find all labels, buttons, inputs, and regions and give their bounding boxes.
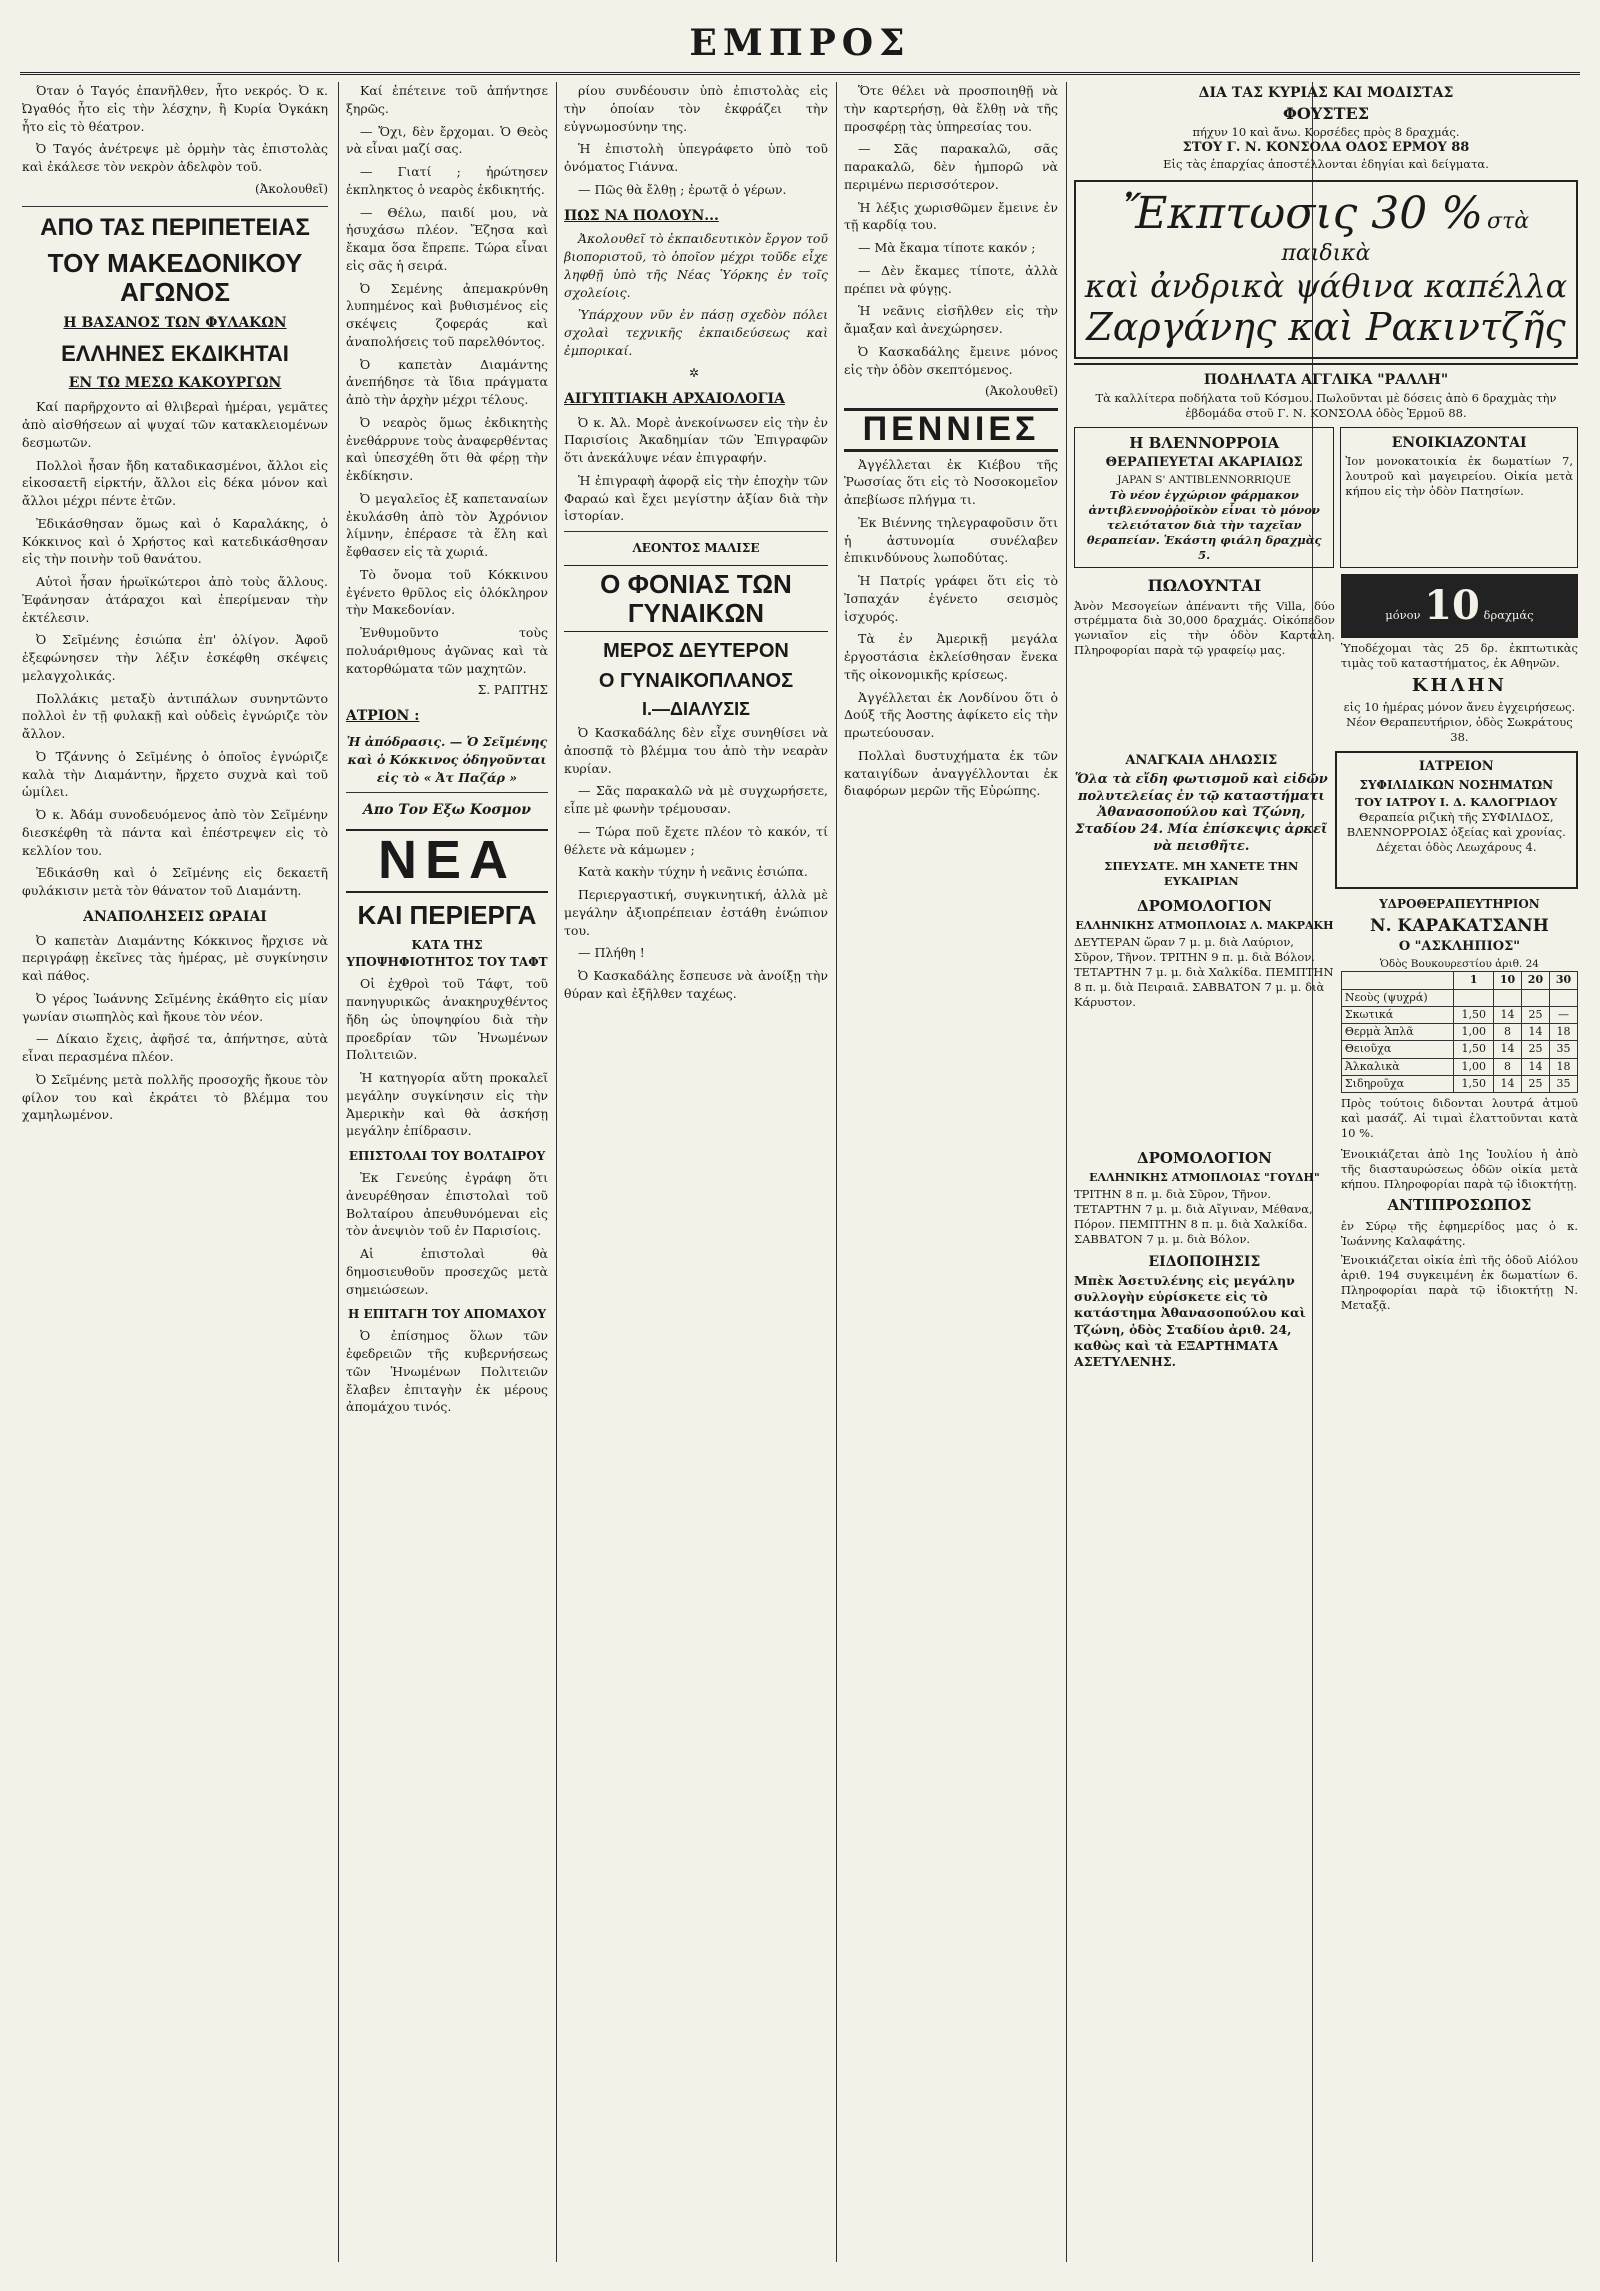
discount-text: Ζαργάνης καὶ Ρακιντζῆς [1086,305,1566,350]
table-cell: 1,00 [1454,1024,1494,1041]
paragraph: Ὀ ἐπίσημος ὅλων τῶν ἐφεδρειῶν τῆς κυβερνήσεως τῶν Ἡνωμένων Πολιτειῶν ἔλαβεν ἐπιταγὴν ἐκ μέρους ἀπομάχου τινός. [346,1328,548,1415]
ad-subheading: ΕΛΛΗΝΙΚΗΣ ΑΤΜΟΠΛΟΙΑΣ "ΓΟΥΔΗ" [1089,1170,1320,1184]
paragraph: Κατὰ κακὴν τύχην ἡ νεᾶνις ἐσιώπα. [578,864,808,880]
ad-heading: Η ΒΛΕΝΝΟΡΡΟΙΑ [1129,433,1280,452]
ad-ferry-schedule [1074,895,1335,1141]
table-header-cell: 1 [1454,972,1494,989]
paragraph: Ὀ Κασκαδάλης ἔσπευσε νὰ ἀνοίξῃ τὴν θύραν καὶ ἐξῆλθεν ταχέως. [564,968,828,1001]
article-subheading: ΕΛΛΗΝΕΣ ΕΚΔΙΚΗΤΑΙ [61,341,289,367]
ad-heading: ΕΝΟΙΚΙΑΖΟΝΤΑΙ [1391,434,1527,451]
article-headline: Η ΕΠΙΤΑΓΗ ΤΟΥ ΑΠΟΜΑΧΟΥ [347,1307,547,1322]
table-cell: Σιδηροῦχα [1341,1076,1454,1093]
discount-line [1082,188,1570,267]
ad-subheading: ΘΕΡΑΠΕΥΕΤΑΙ ΑΚΑΡΙΑΙΩΣ [1105,455,1303,471]
paragraph: Ἀγγέλλεται ἐκ Κιέβου τῆς Ῥωσσίας ὅτι εἰς τὸ Νοσοκομεῖον ἀπεβίωσε πλήγμα τι. [844,456,1058,508]
table-cell: 1,50 [1454,1006,1494,1023]
table-cell: 18 [1549,1058,1577,1075]
paragraph: Ὀ Σεῖμένης μετὰ πολλῆς προσοχῆς ἤκουε τὸν φίλον του καὶ ἐκράτει τὸ βλέμμα του χαμηλωμένον. [22,1071,328,1123]
table-cell: Θειοῦχα [1341,1041,1454,1058]
ad-subheading: ΕΛΛΗΝΙΚΗΣ ΑΤΜΟΠΛΟΙΑΣ Λ. ΜΑΚΡΑΚΗ [1075,918,1334,932]
paragraph: Ὀ Κασκαδάλης δὲν εἶχε συνηθίσει νὰ ἀποσπᾷ τὸ βλέμμα του ἀπὸ τὴν νεαρὰν κυρίαν. [564,725,828,776]
paragraph: Πολλοὶ ἦσαν ἤδη καταδικασμένοι, ἄλλοι εἰς εἰκοσαετῆ εἱρκτήν, ἄλλοι εἰς δέκα μόνον καὶ ἄλλοι μέχρι πέντε ἐτῶν. [22,457,328,509]
paragraph: — Σᾶς παρακαλῶ, σᾶς παρακαλῶ, δὲν ἠμπορῶ νὰ περιμένω περισσότερον. [844,141,1058,192]
banner-text: μόνον [1385,607,1421,622]
table-header-cell: 30 [1549,972,1577,989]
paragraph: Ὀ Σεμένης ἀπεμακρύνθη λυπημένος καὶ βυθισμένος εἰς σκέψεις ζοφεράς καὶ ἀναπολήσεις τοῦ παρελθόντος. [346,280,548,349]
table-header-row [1341,972,1577,989]
ad-text: Τὰ καλλίτερα ποδήλατα τοῦ Κόσμου. Πωλοῦνται μὲ δόσεις ἀπὸ 6 δραχμὰς τὴν ἑβδομάδα στοῦ Γ. Ν. ΚΟΝΣΟΛΑ ὁδὸς Ἑρμοῦ 88. [1095,391,1557,421]
article-headline: ΤΟΥ ΜΑΚΕΔΟΝΙΚΟΥ ΑΓΩΝΟΣ [47,248,303,307]
ad-modistes [1074,82,1578,157]
table-cell: 25 [1521,1041,1549,1058]
ad-heading: ΙΑΤΡΕΙΟΝ [1418,758,1494,774]
paragraph: Τὰ ἐν Ἀμερικῇ μεγάλα ἐργοστάσια ἐκλείσθησαν ἕνεκα τῆς οἰκονομικῆς κρίσεως. [844,631,1058,682]
ad-address: Ὁδὸς Βουκουρεστίου ἀριθ. 24 [1379,957,1539,970]
paragraph: — Μὰ ἔκαμα τίποτε κακόν ; [858,240,1036,255]
table-cell: 8 [1493,1024,1521,1041]
section-title: ΚΑΙ ΠΕΡΙΕΡΓΑ [357,899,537,930]
to-be-continued: (Ἀκολουθεῖ) [254,181,328,196]
paragraph: Ὑπάρχουν νῦν ἐν πάσῃ σχεδὸν πόλει σχολαὶ τεχνικῆς ἐκπαιδεύσεως καὶ ἐμπορικαί. [564,307,828,358]
paragraph: Ἐκ Γενεύης ἐγράφη ὅτι ἀνευρέθησαν ἐπιστολαὶ τοῦ Βολταίρου ἀπευθυνόμεναι εἰς τὸν ἀνεψιὸν τοῦ ἐν Παρισίοις. [346,1170,548,1239]
table-cell: 1,50 [1454,1041,1494,1058]
ad-row [1074,82,1578,157]
article-headline: ΕΠΙΣΤΟΛΑΙ ΤΟΥ ΒΟΛΤΑΙΡΟΥ [348,1149,546,1164]
paragraph: Ὀ καπετὰν Διαμάντης Κόκκινος ἤρχισε νὰ περιγράφῃ ἐκεῖνες τὰς ἡμέρας, μὲ συγκίνησιν καὶ πάθος. [22,932,328,984]
paragraph: Ἐδικάσθη καὶ ὁ Σεῖμένης εἰς δεκαετῆ φυλάκισιν μετὰ τὸν θάνατον τοῦ Διαμάντη. [22,865,328,899]
table-cell: 14 [1493,1006,1521,1023]
table-cell: Ἀλκαλικὰ [1341,1058,1454,1075]
ad-text: ΔΕΥΤΕΡΑΝ ὥραν 7 μ. μ. διὰ Λαύριον, Σῦρον, Τῆνον. ΤΡΙΤΗΝ 9 π. μ. διὰ Βόλον. ΤΕΤΑΡΤΗΝ 7 μ. μ. διὰ Χαλκίδα. ΠΕΜΠΤΗΝ 8 π. μ. διὰ Πειραιᾶ. ΣΑΒΒΑΤΟΝ 7 μ. μ. διὰ Κάρυστον. [1074,934,1334,1009]
ad-hydrotherapy [1341,895,1578,1141]
paragraph: Ὀ κ. Ἀδάμ συνοδευόμενος ἀπὸ τὸν Σεῖμένην διεσκέφθη τὰ πάντα καὶ ἐπέστρεψεν εἰς τὸ κελλίον του. [22,807,328,858]
paragraph: — Σᾶς παρακαλῶ νὰ μὲ συγχωρήσετε, εἶπε μὲ φωνὴν τρέμουσαν. [564,783,828,817]
ad-row [1074,751,1578,889]
ornament: ✲ [688,365,704,380]
section-title: ΠΕΝΝΙΕΣ [844,408,1058,451]
article-subheading: Η ΒΑΣΑΝΟΣ ΤΩΝ ΦΥΛΑΚΩΝ [63,315,287,332]
ad-text: Πρὸς τούτοις διδονται λουτρά ἀτμοῦ καὶ μασάζ. Αἱ τιμαὶ ἐλαττοῦνται κατὰ 10 %. [1340,1096,1578,1141]
section-heading: Απο Τον Εξω Κοσμον [363,802,531,819]
ad-heading: ΥΔΡΟΘΕΡΑΠΕΥΤΗΡΙΟΝ [1379,897,1540,911]
banner-text: δραχμάς [1483,607,1534,622]
story-subtitle: Ο ΓΥΝΑΙΚΟΠΛΑΝΟΣ [598,670,794,693]
table-cell [1454,989,1494,1006]
paragraph: Ἡ νεᾶνις εἰσῆλθεν εἰς τὴν ἄμαξαν καὶ ἀνεχώρησεν. [844,303,1058,336]
ad-brand: JAPAN S' ANTIBLENNORRIQUE [1117,474,1292,487]
table-body [1341,989,1577,1093]
ad-row [1074,895,1578,1141]
ad-note: Εἰς τὰς ἐπαρχίας ἀποστέλλονται ἐδηγίαι καὶ δείγματα. [1163,156,1489,171]
ad-ten-drachmas [1341,574,1578,745]
column-divider [338,82,339,2262]
ad-text: Ἰον μονοκατοικία ἐκ δωματίων 7, λουτροῦ καὶ μαγειρείου. Οἰκία μετὰ κήπου εἰς τὴν ὁδὸν Πατησίων. [1345,454,1573,499]
table-cell [1493,989,1521,1006]
paragraph: Καί παρῆρχοντο αἱ θλιβεραὶ ἡμέραι, γεμᾶτες ἀπὸ αἰσθήσεων αἱ ψυχαί τῶν κατακλειομένων δεσμωτῶν. [22,399,328,450]
table-row [1341,1076,1577,1093]
table-row [1341,1006,1577,1023]
paragraph: Ἡ ἐπιστολὴ ὑπεγράφετο ὑπὸ τοῦ ὀνόματος Γιάννα. [564,141,828,174]
ad-heading: ΑΝΤΙΠΡΟΣΩΠΟΣ [1387,1195,1532,1214]
column-3 [564,82,828,2262]
ad-text: Ἀνὸν Μεσογείων ἀπέναντι τῆς Villa, δύο στρέμματα διὰ 30,000 δραχμάς. Οἰκόπεδον γωνιαῖον εἰς τὴν ὁδὸν Καρτάλη. Πληροφορίαι παρὰ τῷ γραφείῳ μας. [1074,598,1335,658]
paragraph: Ἐδικάσθησαν ὅμως καὶ ὁ Καραλάκης, ὁ Κόκκινος καὶ ὁ Χρήστος καὶ κατεδικάσθησαν εἰς τὴν ποινὴν τοῦ θανάτου. [22,515,328,567]
paragraph: Ἐκ Βιέννης τηλεγραφοῦσιν ὅτι ἡ ἀστυνομία συνέλαβεν ἐπικινδύνους λωποδύτας. [844,514,1058,566]
author-signature: Σ. ΡΑΠΤΗΣ [477,683,548,698]
article-headline: ΠΩΣ ΝΑ ΠΟΛΟΥΝ... [564,207,719,224]
column-2 [346,82,548,2262]
ad-heading: ΔΙΑ ΤΑΣ ΚΥΡΙΑΣ ΚΑΙ ΜΟΔΙΣΤΑΣ [1198,85,1454,101]
paragraph: Ὀ νεαρὸς ὅμως ἐκδικητὴς ἐνεθάρρυνε τοὺς ἀναφερθέντας καὶ ὑπεσχέθη ὅτι θὰ φέρῃ τὴν ἐκδίκησιν. [346,414,548,483]
ad-heading: ΑΝΑΓΚΑΙΑ ΔΗΛΩΣΙΣ [1125,752,1278,768]
divider [346,792,548,793]
ad-text: Τὸ νέον ἐγχώριον φάρμακον ἀντιβλεννοῤῥοϊκὸν εἶναι τὸ μόνον τελειότατον διὰ τὴν ταχεῖαν θεραπείαν. Ἑκάστη φιάλη δραχμὰς 5. [1086,488,1322,562]
ad-for-sale [1074,574,1335,745]
ad-store: ΣΤΟΥ Γ. Ν. ΚΟΝΣΟΛΑ ΟΔΟΣ ΕΡΜΟΥ 88 [1182,139,1470,155]
ad-doctor: ΤΟΥ ΙΑΤΡΟΥ Ι. Δ. ΚΑΛΟΓΡΙΔΟΥ [1355,795,1558,810]
table-header-cell: 10 [1493,972,1521,989]
ad-text: Ὅλα τὰ εἴδη φωτισμοῦ καὶ εἰδῶν πολυτελείας ἐν τῷ καταστήματι Ἀθανασοπούλου καὶ Τζώνη, Σταδίου 24. Μία ἐπίσκεψις ἀρκεῖ νὰ πεισθῆτε. [1074,771,1328,855]
paragraph: Ἡ Πατρίς γράφει ὅτι εἰς τὸ Ἰσπαχάν ἐγένετο σεισμὸς ἰσχυρός. [844,573,1058,624]
newspaper-title: ΕΜΠΡΟΣ [689,22,911,64]
story-author: ΛΕΟΝΤΟΣ ΜΑΛΙΣΕ [632,541,760,556]
ad-owner: Ν. ΚΑΡΑΚΑΤΣΑΝΗ [1370,915,1549,936]
paragraph: Ὀ γέρος Ἰωάννης Σεῖμένης ἐκάθητο εἰς μίαν γωνίαν σιωπηλὸς καὶ ἤκουε τὸν νέον. [22,990,328,1024]
paragraph: Τὸ ὄνομα τοῦ Κόκκινου ἐγένετο θρῦλος εἰς ὁλόκληρον τὴν Μακεδονίαν. [346,566,548,618]
ad-rent [1340,427,1578,568]
ad-row [1074,427,1578,568]
paragraph: Όταν ὁ Ταγός ἐπανῆλθεν, ἦτο νεκρός. Ὀ κ. Ὠγαθός ἦτο εἰς τὴν λέσχην, ἢ Κυρία Ὀγκάκη ἦτο εἰς τὸ θέατρον. [22,83,328,134]
table-cell: 14 [1521,1024,1549,1041]
table-cell: Θερμὰ Ἁπλᾶ [1341,1024,1454,1041]
table-header-cell: 20 [1521,972,1549,989]
banner-number: 10 [1424,581,1480,629]
paragraph: Περιεργαστική, συγκινητική, ἀλλὰ μὲ μεγάλην ἀξιοπρέπειαν ἐστάθη ἐνώπιον του. [564,887,828,938]
table-cell: 1,50 [1454,1076,1494,1093]
paragraph: — Θέλω, παιδί μου, νὰ ἡσυχάσω πλέον. Ἔζησα καὶ ἔκαμα ὅσα ἔπρεπε. Τώρα εἶναι εἰς σᾶς ἡ σειρά. [346,204,548,273]
ten-drachmas-banner [1341,574,1578,638]
paragraph: Ἡ κατηγορία αὕτη προκαλεῖ μεγάλην συγκίνησιν εἰς τὴν Ἀμερικὴν καὶ θὰ ἀσκήσῃ μεγάλην ἐπίδρασιν. [346,1070,548,1139]
paragraph: — Τώρα ποῦ ἔχετε πλέον τὸ κακόν, τί θέλετε νὰ κάμωμεν ; [564,823,828,857]
column-divider [1066,82,1067,2262]
paragraph: Ὅτε θέλει νὰ προσποιηθῇ νὰ τὴν καρτερήσῃ, θὰ ἔλθῃ νὰ τῆς προσφέρῃ τὰς ὑπηρεσίας του. [844,83,1058,134]
article-subheading: ΕΝ ΤΩ ΜΕΣΩ ΚΑΚΟΥΡΓΩΝ [68,375,282,392]
column-1 [22,82,328,2262]
paragraph: Ἀγγέλλεται ἐκ Λονδίνου ὅτι ὁ Δούξ τῆς Ἀοστης ἀφίκετο εἰς τὴν πρωτεύουσαν. [844,689,1058,741]
table-cell: 35 [1549,1076,1577,1093]
column-divider [836,82,837,2262]
ad-subheading: Ο "ΑΣΚΛΗΠΙΟΣ" [1398,938,1521,954]
paragraph: Ἡ ἐπιγραφὴ ἀφορᾷ εἰς τὴν ἐποχὴν τῶν Φαραώ καὶ ἔχει μεγίστην ἀξίαν διὰ τὴν ἱστορίαν. [564,472,828,524]
ad-text: Θεραπεία ριζικὴ τῆς ΣΥΦΙΛΙΔΟΣ, ΒΛΕΝΝΟΡΡΟΙΑΣ ὀξείας καὶ χρονίας. Δέχεται ὁδὸς Λεωχάρους 4. [1346,810,1566,855]
ad-callout: ΣΠΕΥΣΑΤΕ. ΜΗ ΧΑΝΕΤΕ ΤΗΝ ΕΥΚΑΙΡΙΑΝ [1104,859,1299,889]
table-cell: 35 [1549,1041,1577,1058]
section-heading: ΑΤΡΙΟΝ : [346,708,420,725]
table-cell: Σκωτικά [1341,1006,1454,1023]
next-installment-note: Ἡ ἀπόδρασις. — Ὁ Σεῖμένης καὶ ὁ Κόκκινος ὁδηγοῦνται εἰς τὸ « Ἀτ Παζάρ » [346,734,548,785]
to-be-continued: (Ἀκολουθεῖ) [984,384,1058,399]
paragraph: Ὀ Τζάννης ὁ Σεῖμένης ὁ ὁποῖος ἐγνώριζε καλὰ τὴν Διαμάντην, ἤρχετο συχνὰ καὶ τοῦ ὡμίλει. [22,748,328,800]
paragraph: Ἡ λέξις χωρισθῶμεν ἔμεινε ἐν τῇ καρδίᾳ του. [844,199,1058,233]
table-cell [1549,989,1577,1006]
ad-ferry-schedule-2 [1074,1147,1335,1370]
paragraph: — Πῶς θὰ ἔλθῃ ; ἐρωτᾷ ὁ γέρων. [578,181,787,197]
ad-heading: ΕΙΔΟΠΟΙΗΣΙΣ [1148,1253,1261,1270]
story-part: ΜΕΡΟΣ ΔΕΥΤΕΡΟΝ [603,640,789,663]
section-heading: ΑΝΑΠΟΛΗΣΕΙΣ ΩΡΑΙΑΙ [83,908,267,925]
article-headline: ΚΑΤΑ ΤΗΣ ΥΠΟΨΗΦΙΟΤΗΤΟΣ ΤΟΥ ΤΑΦΤ [346,938,548,970]
paragraph: Πολλαὶ δυστυχήματα ἐκ τῶν καταιγίδων ἀναγγέλλονται ἐκ διαφόρων μερῶν τῆς Εὐρώπης. [844,747,1058,799]
ad-text: Ἐνοικιάζεται ἀπὸ 1ης Ἰουλίου ἡ ἀπὸ τῆς διασταυρώσεως ὁδῶν οἰκία μετὰ κήπου. Πληροφορίαι παρὰ τῷ ἰδιοκτήτῃ. [1340,1147,1578,1191]
price-table [1341,971,1578,1093]
ad-heading: ΚΗΛΗΝ [1411,674,1507,696]
ad-row [1074,1147,1578,1370]
ad-heading: ΔΡΟΜΟΛΟΓΙΟΝ [1137,897,1272,915]
discount-text: στὰ παιδικὰ [1281,208,1530,266]
ad-text: Ὑποδέχομαι τὰς 25 δρ. ἐκπτωτικὰς τιμὰς τοῦ καταστήματος, ἐκ Αθηνῶν. [1340,640,1578,670]
ad-hats-discount [1074,180,1578,359]
paragraph: Πολλάκις μεταξὺ ἀντιπάλων συνηντῶντο πολλοὶ ἐν τῇ φυλακῇ καὶ οὐδεὶς ἐγνώριζε τὸν ἄλλον. [22,690,328,742]
table-cell: 25 [1521,1076,1549,1093]
ad-heading: ΠΩΛΟΥΝΤΑΙ [1147,575,1262,595]
paragraph: Ἐνθυμοῦντο τοὺς πολυάριθμους ἀγῶνας καὶ τὰ κατορθώματα τῶν μαχητῶν. [346,625,548,676]
ad-heading: ΠΟΔΗΛΑΤΑ ΑΓΓΛΙΚΑ "ΡΑΛΛΗ" [1203,371,1449,388]
table-cell: 18 [1549,1024,1577,1041]
divider [22,206,328,207]
paragraph: Αἱ ἐπιστολαὶ θὰ δημοσιευθοῦν προσεχῶς μετὰ σημειώσεων. [346,1246,548,1297]
ad-text: Μπὲκ Ἀσετυλένης εἰς μεγάλην συλλογὴν εὑρίσκετε εἰς τὸ κατάστημα Ἀθανασοπούλου καὶ Τζώνη, ὁδὸς Σταδίου ἀριθ. 24, καθὼς καὶ τὰ ΕΞΑΡΤΗΜΑΤΑ ΑΣΕΤΥΛΕΝΗΣ. [1074,1272,1306,1370]
ad-subheading: ΦΟΥΣΤΕΣ [1282,104,1370,124]
table-row [1341,989,1577,1006]
table-cell: Νεοὺς (ψυχρά) [1341,989,1454,1006]
table-cell: 8 [1493,1058,1521,1075]
paragraph: — Γιατί ; ἠρώτησεν ἐκπληκτος ὁ νεαρὸς ἐκδικητής. [346,164,548,197]
paragraph: Οἱ ἐχθροὶ τοῦ Τάφτ, τοῦ πανηγυρικῶς ἀνακηρυχθέντος ἤδη ὡς ὑποψηφίου διὰ τὴν προεδρίαν τῶν Ἡνωμένων Πολιτειῶν. [346,976,548,1063]
paragraph: — Δὲν ἔκαμες τίποτε, ἀλλὰ πρέπει νὰ φύγῃς. [844,262,1058,296]
ad-misc [1341,1147,1578,1370]
paragraph: Ὀ Σεῖμένης ἐσιώπα ἐπ' ὀλίγον. Ἀφοῦ ἐξεφώνησεν τὴν λέξιν ἐσκέφθη σκέψεις μελαγχολικάς. [22,632,328,683]
table-row [1341,1041,1577,1058]
article-headline: ΑΙΓΥΠΤΙΑΚΗ ΑΡΧΑΙΟΛΟΓΙΑ [564,390,785,407]
table-cell: — [1549,1006,1577,1023]
paragraph: — Δίκαιο ἔχεις, ἀφῆσέ τα, ἀπήντησε, αὐτὰ εἶναι περασμένα πλέον. [22,1031,328,1065]
table-cell: 14 [1493,1076,1521,1093]
article-headline: ΑΠΟ ΤΑΣ ΠΕΡΙΠΕΤΕΙΑΣ [40,213,310,241]
paragraph: ρίου συνδέουσιν ὑπὸ ἐπιστολὰς εἰς τὴν ὁποίαν τὸν ἐκφράζει τὴν εὐγνωμοσύνην της. [564,83,828,134]
discount-text: καὶ ἀνδρικὰ ψάθινα καπέλλα [1084,266,1568,305]
story-chapter: I.—ΔΙΑΛΥΣΙΣ [642,699,750,720]
paragraph: Αὐτοὶ ἦσαν ἡρωϊκώτεροι ἀπὸ τοὺς ἄλλους. Ἐφάνησαν ἀτάραχοι καὶ ἐπερίμεναν τὴν ἐκτέλεσιν. [22,574,328,625]
paragraph: Ὀ καπετὰν Διαμάντης ἀνεπήδησε τὰ ἴδια πράγματα ἀπὸ τὴν ἀρχὴν μέχρι τέλους. [346,356,548,407]
ad-text: Ἐνοικιάζεται οἰκία ἐπὶ τῆς ὁδοῦ Αἰόλου ἀριθ. 194 συγκειμένη ἐκ δωματίων 6. Πληροφορίαι παρὰ τῷ ἰδιοκτήτῃ Ν. Μεταξᾷ. [1340,1253,1578,1313]
discount-text: Ἔκπτωσις 30 % [1122,187,1484,239]
ad-heading: ΔΡΟΜΟΛΟΓΙΟΝ [1137,1149,1272,1168]
ad-text: εἰς 10 ἡμέρας μόνον ἄνευ ἐγχειρήσεως. Νέον Θεραπευτήριον, ὁδὸς Σωκράτους 38. [1343,699,1576,744]
section-title: ΝΕΑ [346,829,548,892]
table-row [1341,1058,1577,1075]
table-cell: 14 [1521,1058,1549,1075]
table-cell: 14 [1493,1041,1521,1058]
paragraph: Ἀκολουθεῖ τὸ ἐκπαιδευτικὸν ἔργον τοῦ βιοποριστοῦ, τὸ ὁποῖον μέχρι τοῦδε εἶχε ληφθῇ ὑπὸ τῆς Νέας Ὑόρκης ἐν τοῖς σχολείοις. [564,231,828,300]
advertisements-column [1074,82,1578,2262]
paragraph: Καί ἐπέτεινε τοῦ ἀπήντησε ξηρῶς. [346,83,548,116]
paragraph: Ὀ Ταγός ἀνέτρεψε μὲ ὁρμὴν τὰς ἐπιστολὰς καὶ ἐκάλεσε τὸν νεκρὸν ἀδελφὸν τοῦ. [22,141,328,174]
ad-text: πήχυν 10 καὶ ἄνω. Κορσέδες πρὸς 8 δραχμάς. [1192,124,1460,139]
column-divider [556,82,557,2262]
paragraph: — Πλήθη ! [578,945,645,961]
story-title: Ο ΦΟΝΙΑΣ ΤΩΝ ΓΥΝΑΙΚΩΝ [564,565,828,632]
table-cell [1521,989,1549,1006]
divider [564,531,828,532]
paragraph: Ὀ κ. Ἀλ. Μορὲ ἀνεκοίνωσεν εἰς τὴν ἐν Παρισίοις Ἀκαδημίαν τῶν Ἐπιγραφῶν ὅτι ἀνεκάλυψε νέαν ἐπιγραφήν. [564,414,828,466]
ad-blennorrhea [1074,427,1334,568]
paragraph: Ὀ Κασκαδάλης ἔμεινε μόνος εἰς τὴν ὁδὸν σκεπτόμενος. [844,343,1058,377]
masthead [20,14,1580,75]
paragraph: Ὀ μεγαλεῖος ἐξ καπεταναίων ἐκυλάσθη ἀπὸ τὸν Ἀχρόνιον λίμνην, ἐπέρασε τὰ ἕλη καὶ ἔφθασεν εἰς τὰ χωριά. [346,490,548,559]
ad-row [1074,574,1578,745]
ad-bikes [1074,363,1578,421]
ad-clinic [1335,751,1578,889]
paragraph: — Ὄχι, δὲν ἔρχομαι. Ὁ Θεὸς νὰ εἶναι μαζί σας. [346,123,548,157]
ad-subheading: ΣΥΦΙΛΙΔΙΚΩΝ ΝΟΣΗΜΑΤΩΝ [1359,777,1554,792]
ad-text: ΤΡΙΤΗΝ 8 π. μ. διὰ Σῦρον, Τῆνον. ΤΕΤΑΡΤΗΝ 7 μ. μ. διὰ Αἴγιναν, Μέθανα, Πόρον. ΠΕΜΠΤΗΝ 8 π. μ. διὰ Χαλκίδα. ΣΑΒΒΑΤΟΝ 7 μ. μ. διὰ Βόλον. [1074,1186,1313,1246]
table-row [1341,1024,1577,1041]
table-cell: 25 [1521,1006,1549,1023]
table-header-cell [1341,972,1454,989]
ad-text: ἐν Σύρῳ τῆς ἐφημερίδος μας ὁ κ. Ἰωάννης Καλαφάτης. [1340,1219,1578,1249]
table-cell: 1,00 [1454,1058,1494,1075]
ad-necessary-notice [1074,751,1329,889]
column-4 [844,82,1058,2262]
